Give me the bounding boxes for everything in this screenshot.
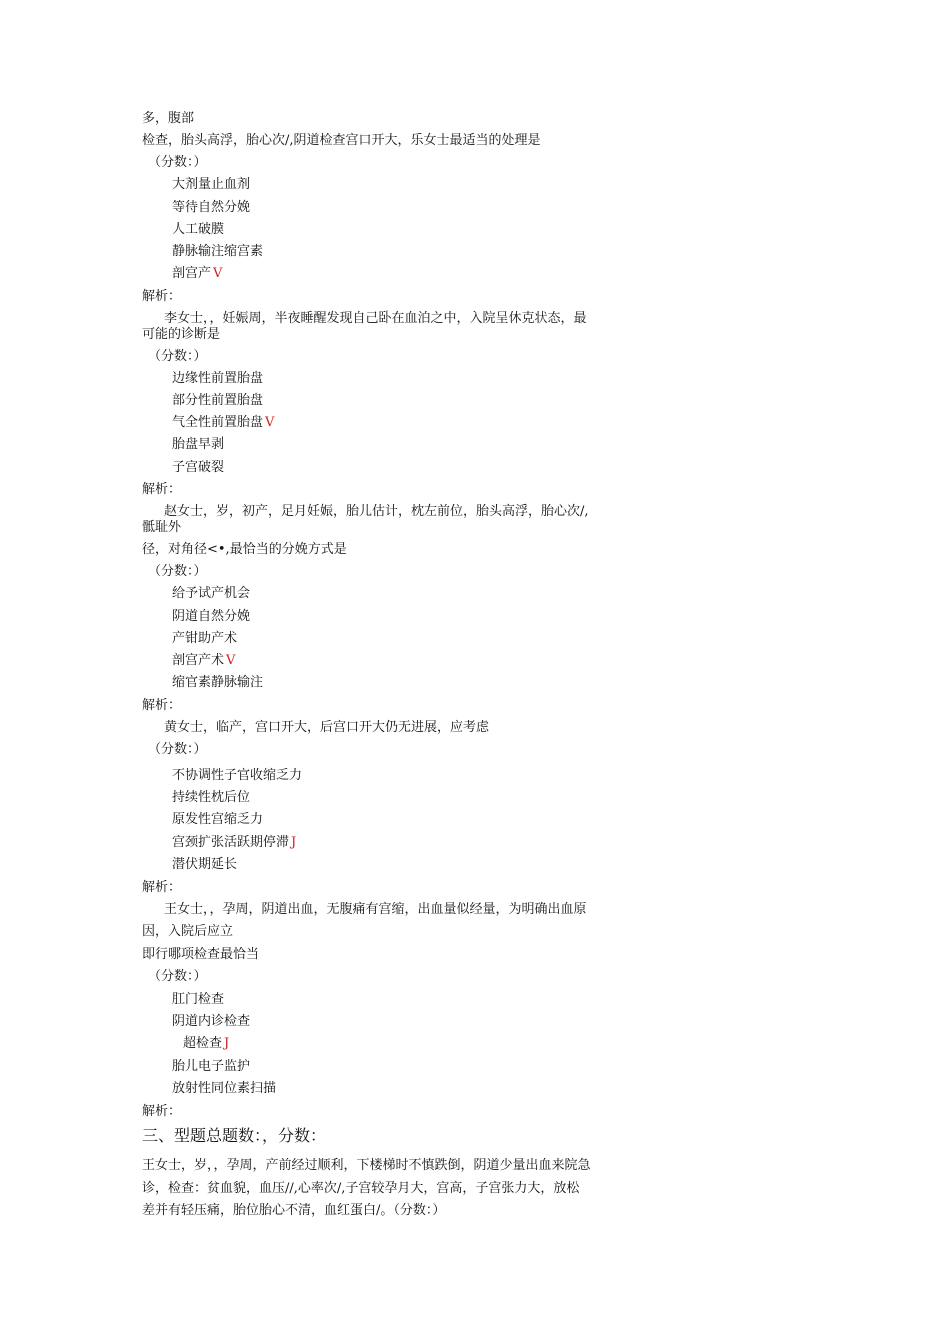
text-line	[172, 393, 263, 409]
line-text: 胎儿电子监护	[172, 1059, 251, 1074]
text-line	[148, 742, 207, 758]
text-line	[172, 857, 237, 873]
section-heading	[142, 1126, 326, 1146]
text-line	[172, 266, 222, 282]
text-line	[142, 1181, 579, 1197]
answer-mark: V	[213, 266, 223, 281]
text-line	[164, 902, 587, 918]
text-line	[172, 812, 263, 828]
text-line	[172, 200, 250, 216]
text-line	[172, 675, 263, 691]
text-line	[164, 720, 489, 736]
line-text: 李女士，，妊娠周，半夜睡醒发现自己卧在血泊之中，入院呈休克状态，最	[164, 311, 587, 326]
line-text: 缩官素静脉输注	[172, 675, 264, 690]
line-text: 骶耻外	[142, 520, 182, 535]
text-line	[172, 244, 263, 260]
line-text: 赵女士，岁，初产，足月妊娠，胎儿估计，枕左前位，胎头高浮，胎心次/,	[164, 504, 589, 519]
answer-mark: J	[291, 835, 297, 850]
line-text: 产钳助产术	[172, 631, 238, 646]
line-text: 黄女士，临产，宫口开大，后宫口开大仍无进展，应考虑	[164, 720, 490, 735]
line-text: （分数：）	[148, 564, 207, 579]
text-line	[142, 880, 181, 896]
line-text: （分数：）	[148, 155, 207, 170]
text-line	[172, 768, 302, 784]
line-text: 阴道自然分娩	[172, 609, 251, 624]
text-line	[142, 1158, 591, 1174]
line-text: 解析：	[142, 1104, 182, 1119]
line-text: 人工破膜	[172, 222, 225, 237]
text-line	[172, 415, 274, 431]
text-line	[142, 924, 233, 940]
text-line	[142, 1104, 181, 1120]
line-text: 解析：	[142, 482, 182, 497]
text-line	[142, 482, 181, 498]
line-text: 可能的诊断是	[142, 327, 221, 342]
text-line	[172, 992, 224, 1008]
text-line	[142, 542, 347, 558]
line-text: 超检查	[183, 1036, 223, 1051]
line-text: 胎盘早剥	[172, 437, 225, 452]
text-line	[172, 631, 237, 647]
text-line	[172, 609, 250, 625]
line-text: 静脉输注缩宫素	[172, 244, 264, 259]
text-line	[172, 835, 296, 851]
text-line	[148, 969, 207, 985]
text-line	[164, 504, 589, 520]
line-text: 剖宫产	[172, 266, 212, 281]
line-text: 检查，胎头高浮，胎心次/,阴道检查宫口开大，乐女士最适当的处理是	[142, 133, 541, 148]
line-text: 剖宫产术	[172, 653, 225, 668]
text-line	[172, 1059, 250, 1075]
text-line	[172, 1081, 276, 1097]
text-line	[142, 1203, 445, 1219]
line-text: （分数：）	[148, 969, 207, 984]
text-line	[172, 653, 235, 669]
text-line	[172, 222, 224, 238]
answer-mark: V	[265, 415, 275, 430]
text-line	[172, 437, 224, 453]
line-text: 原发性宫缩乏力	[172, 812, 264, 827]
line-text: 肛门检查	[172, 992, 225, 1007]
line-text: 诊，检查：贫血貌，血压//,心率次/,子宫较孕月大，宫高，子宫张力大，放松	[142, 1181, 580, 1196]
line-text: 即行哪项检查最恰当	[142, 947, 260, 962]
answer-mark: J	[224, 1036, 230, 1051]
line-text: 解析：	[142, 289, 182, 304]
line-text: 差并有轻压痛，胎位胎心不清，血红蛋白/。（分数：）	[142, 1203, 446, 1218]
line-text: 解析：	[142, 880, 182, 895]
line-text: 子宫破裂	[172, 460, 225, 475]
text-line	[142, 111, 194, 127]
line-text: 径，对角径<•,最恰当的分娩方式是	[142, 542, 347, 557]
line-text: （分数：）	[148, 349, 207, 364]
line-text: 放射性同位素扫描	[172, 1081, 277, 1096]
line-text: 解析：	[142, 698, 182, 713]
line-text: 潜伏期延长	[172, 857, 238, 872]
line-text: 不协调性子官收缩乏力	[172, 768, 303, 783]
line-text: 给予试产机会	[172, 586, 251, 601]
line-text: 三、型题总题数：，分数：	[142, 1126, 327, 1145]
line-text: 王女士，，孕周，阴道出血，无腹痛有宫缩，出血量似经量，为明确出血原	[164, 902, 587, 917]
line-text: 气全性前置胎盘	[172, 415, 264, 430]
line-text: 部分性前置胎盘	[172, 393, 264, 408]
line-text: 持续性枕后位	[172, 790, 251, 805]
text-line	[172, 460, 224, 476]
text-line	[148, 155, 207, 171]
line-text: 宫颈扩张活跃期停滞	[172, 835, 290, 850]
text-line	[142, 327, 220, 343]
answer-mark: V	[226, 653, 236, 668]
text-line	[183, 1036, 229, 1052]
line-text: 边缘性前置胎盘	[172, 371, 264, 386]
line-text: （分数：）	[148, 742, 207, 757]
text-line	[148, 349, 207, 365]
text-line	[172, 1014, 250, 1030]
line-text: 等待自然分娩	[172, 200, 251, 215]
text-line	[142, 947, 259, 963]
text-line	[172, 177, 250, 193]
line-text: 阴道内诊检查	[172, 1014, 251, 1029]
text-line	[148, 564, 207, 580]
text-line	[164, 311, 587, 327]
line-text: 大剂量止血剂	[172, 177, 251, 192]
text-line	[142, 698, 181, 714]
text-line	[172, 371, 263, 387]
text-line	[142, 289, 181, 305]
text-line	[172, 586, 250, 602]
text-line	[142, 520, 181, 536]
text-line	[142, 133, 541, 149]
line-text: 因，入院后应立	[142, 924, 234, 939]
line-text: 王女士，岁，，孕周，产前经过顺利，下楼梯时不慎跌倒，阴道少量出血来院急	[142, 1158, 591, 1173]
text-line	[172, 790, 250, 806]
line-text: 多，腹部	[142, 111, 195, 126]
